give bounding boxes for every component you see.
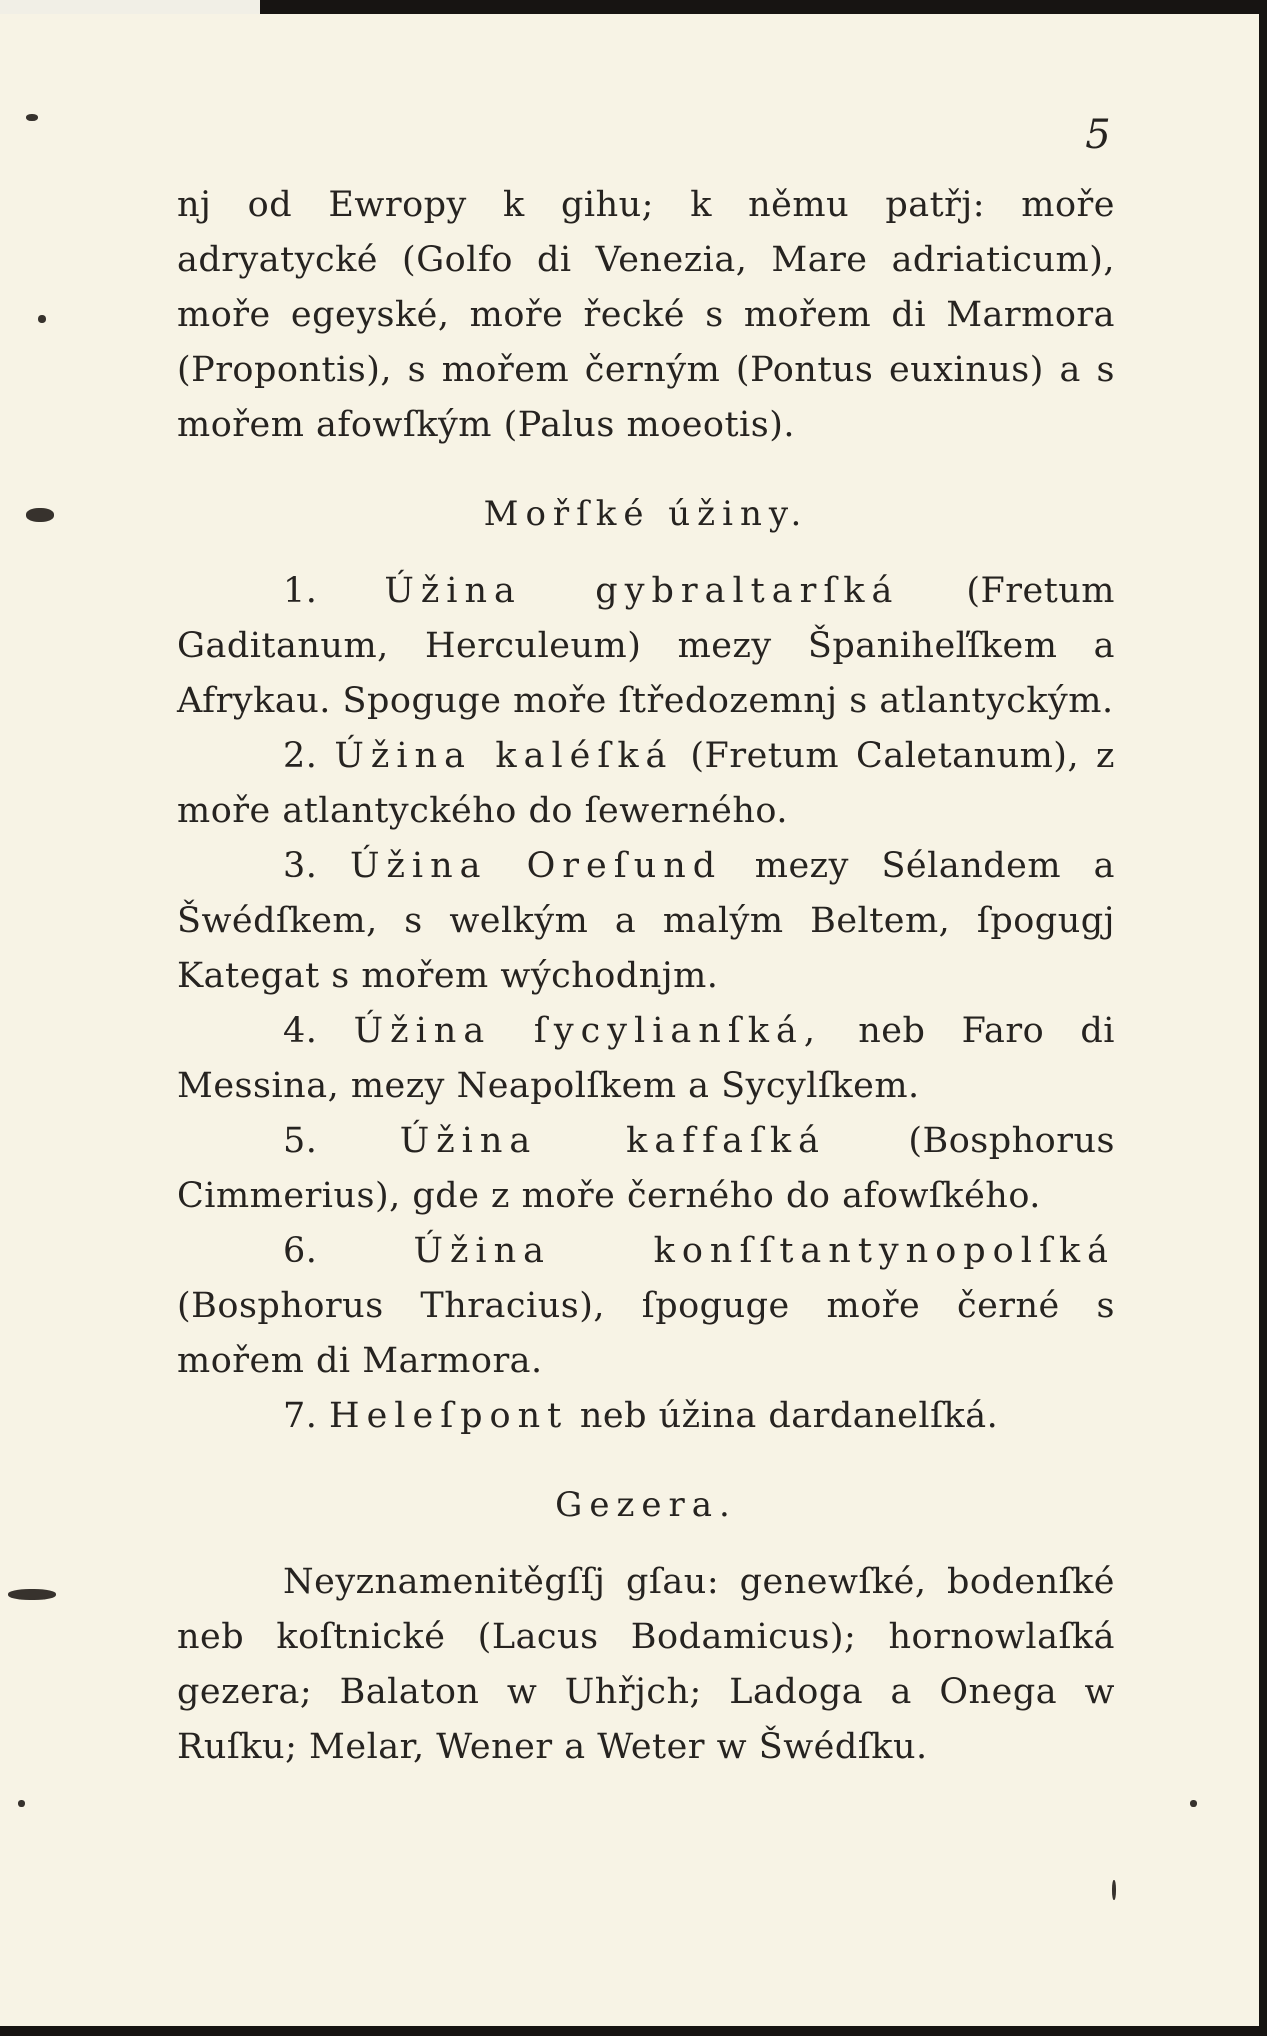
scan-bottom-edge: [0, 2026, 1267, 2036]
strait-name: Úžina kaléſká: [334, 736, 674, 776]
scan-speck-left-1: [38, 315, 46, 323]
strait-entry-3: [177, 839, 1115, 1004]
scan-speck-left-2: [26, 508, 54, 522]
strait-number: 5.: [283, 1121, 318, 1161]
strait-description: (Fretum Gaditanum, Herculeum) mezy Španiheľſkem a Afrykau. Spoguge moře ſtředozemnj s atlantyckým.: [177, 571, 1115, 721]
strait-entry-5: [177, 1114, 1115, 1224]
strait-entry-2: [177, 729, 1115, 839]
scan-speck-left-3: [8, 1589, 56, 1600]
strait-description: neb Faro di Messina, mezy Neapolſkem a Sycylſkem.: [177, 1011, 1115, 1106]
lakes-heading: Gezera.: [555, 1485, 737, 1525]
scan-speck-top-left: [26, 114, 38, 121]
page-number: 5: [1085, 112, 1111, 158]
strait-name: Úžina konſſtantynopolſká: [413, 1231, 1115, 1271]
scan-speck-right-2: [1112, 1880, 1116, 1900]
strait-entry-4: [177, 1004, 1115, 1114]
page-text: [177, 178, 1115, 1775]
strait-description: (Bosphorus Thracius), ſpoguge moře černé s mořem di Marmora.: [177, 1286, 1115, 1381]
strait-number: 1.: [283, 571, 318, 611]
scan-right-edge: [1259, 0, 1267, 2036]
strait-number: 7.: [283, 1396, 318, 1436]
scan-top-edge: [0, 0, 1267, 14]
strait-description: (Bosphorus Cimmerius), gde z moře černého do afowſkého.: [177, 1121, 1115, 1216]
scan-speck-right-1: [1190, 1800, 1197, 1807]
strait-description: (Fretum Caletanum), z moře atlantyckého do ſewerného.: [177, 736, 1115, 831]
strait-entry-1: [177, 564, 1115, 729]
scan-speck-left-4: [18, 1800, 25, 1807]
strait-number: 2.: [283, 736, 318, 776]
strait-entry-6: [177, 1224, 1115, 1389]
strait-number: 3.: [283, 846, 318, 886]
strait-entry-7: [177, 1389, 1115, 1444]
strait-name: Úžina ſycylianſká,: [353, 1011, 822, 1051]
strait-name: Úžina Oreſund: [349, 846, 723, 886]
strait-number: 6.: [283, 1231, 318, 1271]
straits-heading: Mořſké úžiny.: [483, 494, 809, 534]
intro-paragraph: nj od Ewropy k gihu; k němu patřj: moře adryatycké (Golfo di Venezia, Mare adriaticum), moře egeyské, moře řecké s mořem di Marmora (Propontis), s mořem černým (Pontus euxinus) a s mořem afowſkým (Palus moeotis).: [177, 185, 1115, 445]
strait-description: mezy Sélandem a Šwédſkem, s welkým a malým Beltem, ſpogugj Kategat s mořem wýchodnjm.: [177, 846, 1115, 996]
strait-description: neb úžina dardanelſká.: [568, 1396, 999, 1436]
strait-name: Úžina gybraltarſká: [384, 571, 900, 611]
strait-name: Úžina kaffaſká: [399, 1121, 826, 1161]
lakes-paragraph: Neyznamenitěgſſj gſau: genewſké, bodenſké neb koſtnické (Lacus Bodamicus); hornowlaſká gezera; Balaton w Uhřjch; Ladoga a Onega w Ruſku; Melar, Wener a Weter w Šwédſku.: [177, 1562, 1115, 1767]
strait-number: 4.: [283, 1011, 318, 1051]
strait-name: Heleſpont: [329, 1396, 569, 1436]
